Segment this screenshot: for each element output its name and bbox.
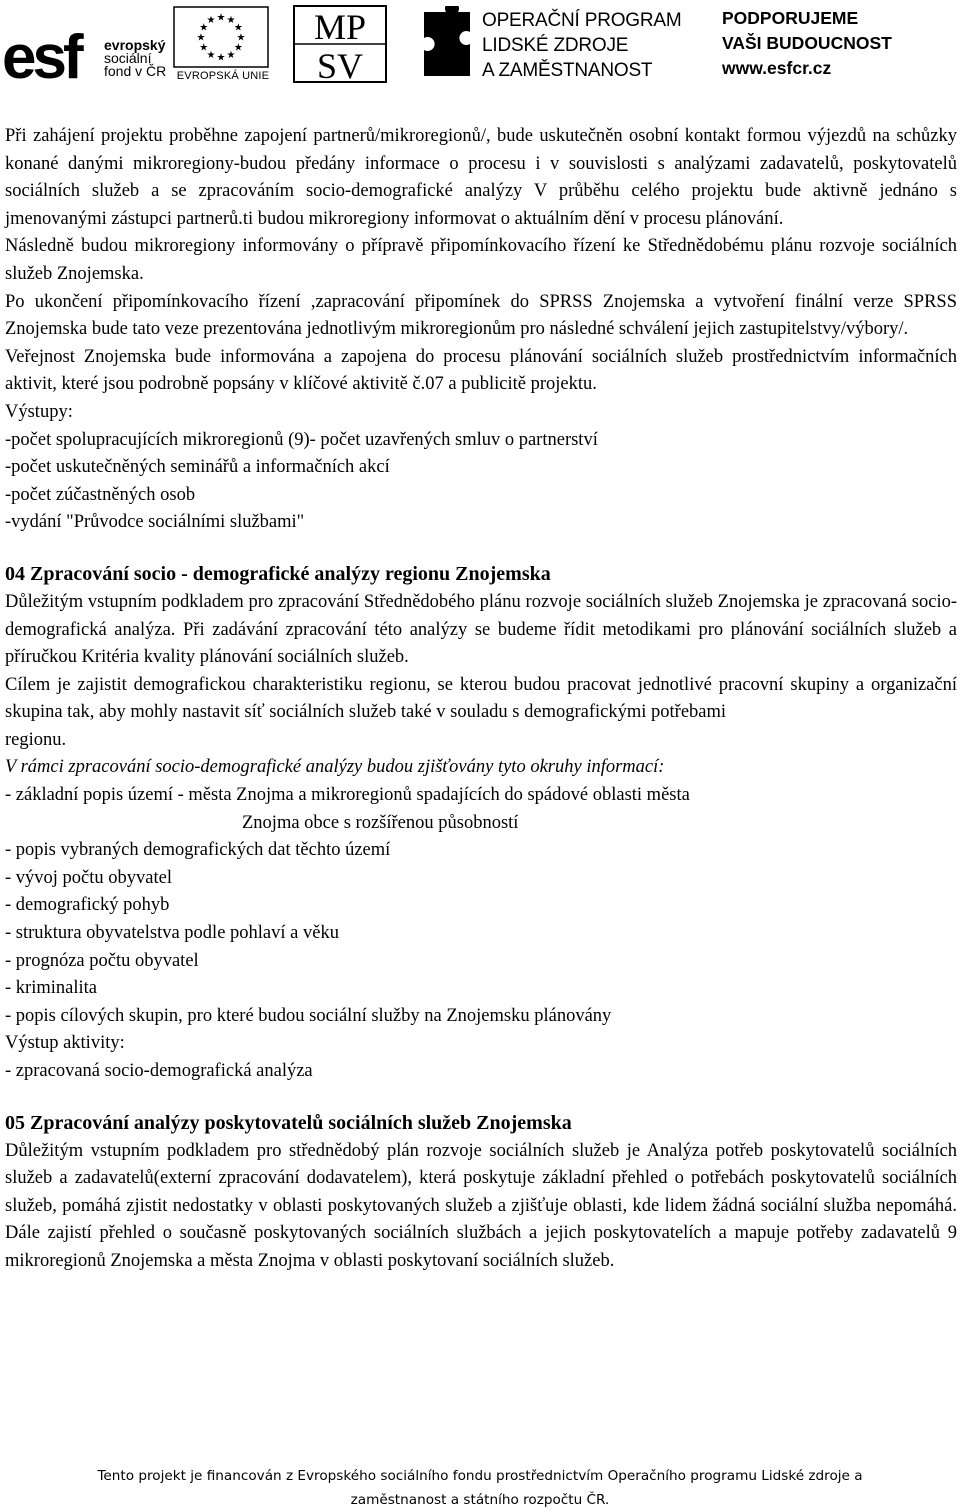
esf-line-2: sociální — [104, 50, 152, 66]
esf-mark-icon — [2, 26, 96, 82]
paragraph-partners: Při zahájení projektu proběhne zapojení partnerů/mikroregionů/, bude uskutečněn osobní kontakt formou výjezdů na schůzky konané danými mikroregiony-budou předány informace o procesu i v souvislosti s analýzami zadavatelů, poskytovatelů sociálních služeb a se zpracováním socio-demografické analýzy V průběhu celého projektu bude aktivně jednáno s jmenovanými zástupci partnerů.ti budou mikroregiony informovat o aktuálním dění v procesu plánování. — [5, 126, 957, 229]
eu-star-icon: ★ — [233, 22, 243, 34]
list-item: - popis cílových skupin, pro které budou sociální služby na Znojemsku plánovány — [5, 1005, 612, 1026]
output-item: -vydání "Průvodce sociálními službami" — [5, 512, 305, 533]
paragraph-sprss-final: Po ukončení připomínkovacího řízení ,zapracování připomínek do SPRSS Znojemska a vytvoření finální verze SPRSS Znojemska bude tato veze prezentována jednotlivým mikroregionům pro následné schválení jejich zastupitelstvy/výbory/. — [5, 291, 957, 340]
list-item: - prognóza počtu obyvatel — [5, 950, 199, 971]
paragraph-goal-end: regionu. — [5, 729, 67, 750]
op-line-3: A ZAMĚSTNANOST — [482, 60, 653, 81]
list-item-continuation: Znojma obce s rozšířenou působností — [242, 812, 519, 833]
section-heading-04: 04 Zpracování socio - demografické analýzy regionu Znojemska — [5, 562, 551, 585]
eu-logo — [173, 6, 273, 86]
activity-output-label: Výstup aktivity: — [5, 1033, 125, 1054]
esf-line-1: evropský — [104, 37, 166, 53]
paragraph-info-scope: V rámci zpracování socio-demografické analýzy budou zjišťovány tyto okruhy informací: — [5, 757, 665, 778]
support-line-2: VAŠI BUDOUCNOST — [722, 33, 892, 53]
footer-line-1: Tento projekt je financován z Evropského sociálního fondu prostřednictvím Operačního programu Lidské zdroje a — [97, 1468, 863, 1484]
eu-star-icon: ★ — [206, 15, 216, 27]
footer-line-2: zaměstnanost a státního rozpočtu ČR. — [350, 1492, 610, 1508]
paragraph-public: Veřejnost Znojemska bude informována a zapojena do procesu plánování sociálních služeb prostřednictvím informačních aktivit, které jsou podrobně popsány v klíčové aktivitě č.07 a publicitě projektu. — [5, 346, 957, 395]
support-slogan — [722, 6, 892, 81]
mpsv-line-2: SV — [316, 46, 364, 84]
eu-star-icon: ★ — [216, 12, 226, 24]
output-item: -počet spolupracujících mikroregionů (9)- počet uzavřených smluv o partnerství — [5, 429, 598, 450]
eu-logo-text: EVROPSKÁ UNIE — [176, 70, 270, 82]
svg-text:esf: esf — [2, 26, 80, 82]
eu-star-icon: ★ — [199, 42, 209, 54]
eu-star-icon: ★ — [233, 42, 243, 54]
output-item: -počet uskutečněných seminářů a informačních akcí — [5, 457, 390, 478]
esf-line-3: fond v ČR — [104, 63, 167, 79]
paragraph-analysis-basis: Důležitým vstupním podkladem pro zpracování Střednědobého plánu rozvoje sociálních služeb Znojemska je zpracovaná socio-demografická analýza. Při zadávání zpracování této analýzy se budeme řídit metodikami pro plánování sociálních služeb a příručkou Kritéria kvality plánování sociálních služeb. — [5, 591, 957, 668]
document-body — [5, 123, 957, 1276]
eu-star-icon: ★ — [236, 32, 246, 44]
list-item: - popis vybraných demografických dat těchto území — [5, 840, 391, 861]
list-item: - struktura obyvatelstva podle pohlaví a věku — [5, 923, 339, 944]
eu-star-icon: ★ — [216, 52, 226, 64]
list-item: - kriminalita — [5, 978, 97, 999]
paragraph-comment-procedure: Následně budou mikroregiony informovány o přípravě připomínkovacího řízení ke Střednědobému plánu rozvoje sociálních služeb Znojemska. — [5, 236, 957, 284]
output-item: -počet zúčastněných osob — [5, 484, 196, 505]
eu-star-icon: ★ — [199, 22, 209, 34]
op-line-1: OPERAČNÍ PROGRAM — [482, 10, 682, 31]
mpsv-logo — [292, 4, 388, 84]
mpsv-line-1: MP — [313, 7, 367, 47]
paragraph-goal: Cílem je zajistit demografickou charakteristiku regionu, se kterou budou pracovat jednotlivé pracovní skupiny a organizační skupina tak, aby mohly nastavit síť sociálních služeb také v souladu s demografickými potřebami — [5, 674, 957, 723]
outputs-label: Výstupy: — [5, 401, 73, 422]
funding-footer — [0, 1464, 960, 1512]
eu-flag-icon — [173, 6, 269, 68]
op-lzz-logo — [420, 2, 720, 88]
paragraph-provider-analysis: Důležitým vstupním podkladem pro střednědobý plán rozvoje sociálních služeb je Analýza potřeb poskytovatelů sociálních služeb a zadavatelů(externí zpracování dodavatelem), která poskytuje základní přehled o potřebách poskytovatelů sociálních služeb, pomáhá zjistit nedostatky v oblasti poskytovaných služeb a zjišťuje oblasti, kde lidem žádná sociální služba nepomáhá. Dále zajistí přehled o současně poskytovaných sociálních službách a jejich poskytovatelích a mapuje potřeby zadavatelů 9 mikroregionů Znojemska a města Znojma v oblasti poskytovaní sociálních služeb. — [5, 1140, 957, 1271]
eu-star-icon: ★ — [226, 15, 236, 27]
support-line-1: PODPORUJEME — [722, 8, 859, 28]
list-item: - demografický pohyb — [5, 895, 170, 916]
list-item: - vývoj počtu obyvatel — [5, 867, 172, 888]
op-line-2: LIDSKÉ ZDROJE — [482, 35, 629, 56]
logo-header — [0, 0, 960, 92]
eu-star-icon: ★ — [206, 49, 216, 61]
activity-output-item: - zpracovaná socio-demografická analýza — [5, 1061, 313, 1081]
section-heading-05: 05 Zpracování analýzy poskytovatelů sociálních služeb Znojemska — [5, 1111, 572, 1134]
support-url[interactable]: www.esfcr.cz — [722, 58, 832, 78]
esf-logo-text — [104, 39, 166, 78]
puzzle-icon — [420, 6, 476, 80]
esf-logo — [0, 4, 170, 84]
eu-star-icon: ★ — [196, 32, 206, 44]
eu-star-icon: ★ — [226, 49, 236, 61]
op-logo-text — [482, 8, 682, 83]
list-item: - základní popis území - města Znojma a mikroregionů spadajících do spádové oblasti města — [5, 785, 690, 806]
